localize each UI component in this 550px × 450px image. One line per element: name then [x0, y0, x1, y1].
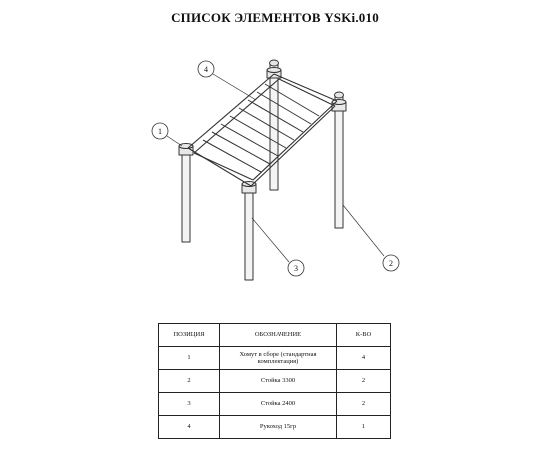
post-back-left: [270, 60, 279, 190]
monkey-bars-frame: [188, 74, 337, 186]
table-row: [159, 347, 391, 370]
callout-1-label: 1: [158, 127, 162, 136]
cell-designation: Стойка 2400: [220, 393, 337, 416]
callout-4: [198, 61, 214, 77]
table-header-row: [159, 324, 391, 347]
cell-position: 2: [159, 370, 220, 393]
header-quantity: К-ВО: [337, 324, 391, 347]
table-row: [159, 416, 391, 439]
callout-1: [152, 123, 168, 139]
callout-2: [383, 255, 399, 271]
cell-designation: Стойка 3300: [220, 370, 337, 393]
cell-position: 3: [159, 393, 220, 416]
post-front-left: [182, 150, 190, 242]
header-designation: ОБОЗНАЧЕНИЕ: [220, 324, 337, 347]
cell-quantity: 4: [337, 347, 391, 370]
callout-4-label: 4: [204, 65, 208, 74]
cell-quantity: 2: [337, 370, 391, 393]
post-front-center: [245, 188, 253, 280]
parts-list-table: [158, 323, 391, 439]
callout-3-label: 3: [294, 264, 298, 273]
document-title: СПИСОК ЭЛЕМЕНТОВ YSKi.010: [171, 10, 379, 25]
cell-designation: Хомут в сборе (стандартная комплектация): [220, 347, 337, 370]
cell-position: 1: [159, 347, 220, 370]
cell-quantity: 2: [337, 393, 391, 416]
callout-2-label: 2: [389, 259, 393, 268]
cell-position: 4: [159, 416, 220, 439]
cell-quantity: 1: [337, 416, 391, 439]
cell-designation: Рукоход 15гр: [220, 416, 337, 439]
table-row: [159, 370, 391, 393]
header-position: ПОЗИЦИЯ: [159, 324, 220, 347]
post-tall-right: [335, 92, 344, 228]
monkey-bars-rungs: [203, 84, 319, 172]
table-row: [159, 393, 391, 416]
callout-3: [288, 260, 304, 276]
